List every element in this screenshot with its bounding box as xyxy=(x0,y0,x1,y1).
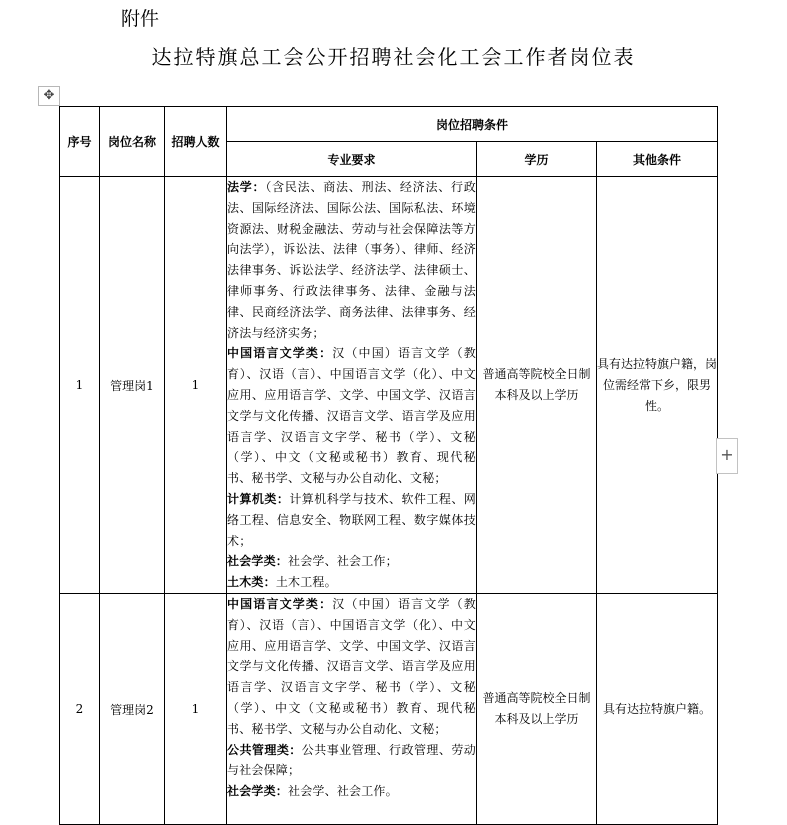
row-count: 1 xyxy=(165,177,227,594)
major-list: 汉（中国）语言文学（教育）、汉语（言）、中国语言文学（化）、中文应用、应用语言学、文学、中国文学、汉语言文学与文化传播、汉语言文学、语言学及应用语言学、汉语言文字学、秘书（学）、文秘（学）、中文（文秘或秘书）教育、现代秘书、秘书学、文秘与办公自动化、文秘； xyxy=(227,346,476,486)
row-position: 管理岗2 xyxy=(100,594,165,825)
header-position: 岗位名称 xyxy=(100,107,165,177)
row-count: 1 xyxy=(165,594,227,825)
row-other-conditions: 具有达拉特旗户籍。 xyxy=(597,594,718,825)
header-other: 其他条件 xyxy=(597,142,718,177)
major-category: 中国语言文学类： xyxy=(227,597,333,611)
major-list: （含民法、商法、刑法、经济法、行政法、国际经济法、国际公法、国际私法、环境资源法、财税金融法、劳动与社会保障法等方向法学），诉讼法、法律（事务）、律师、经济法律事务、诉讼法学、经济法学、法律硕士、律师事务、行政法律事务、法律、金融与法律、民商经济法学、商务法律、法律事务、经济法与经济实务； xyxy=(227,180,476,340)
major-category: 社会学类： xyxy=(227,784,289,799)
major-list: 社会学、社会工作； xyxy=(288,554,398,569)
header-seq: 序号 xyxy=(60,107,100,177)
header-education: 学历 xyxy=(477,142,597,177)
major-category: 中国语言文学类： xyxy=(227,346,333,361)
major-category: 社会学类： xyxy=(227,554,289,569)
row-other-conditions: 具有达拉特旗户籍，岗位需经常下乡，限男性。 xyxy=(597,177,718,594)
document-title: 达拉特旗总工会公开招聘社会化工会工作者岗位表 xyxy=(151,45,636,69)
row-position: 管理岗1 xyxy=(100,177,165,594)
header-major: 专业要求 xyxy=(227,142,477,177)
move-icon: ✥ xyxy=(43,88,55,103)
major-category: 公共管理类： xyxy=(227,742,302,757)
major-list: 公共事业管理、行政管理、劳动与社会保障； xyxy=(227,742,476,778)
header-conditions: 岗位招聘条件 xyxy=(227,107,718,142)
major-category: 法学： xyxy=(227,180,266,194)
major-category: 计算机类： xyxy=(227,491,290,506)
header-row xyxy=(60,107,718,142)
plus-icon: + xyxy=(720,445,734,464)
row-education: 普通高等院校全日制本科及以上学历 xyxy=(477,594,597,825)
row-seq: 2 xyxy=(60,594,100,825)
row-major-requirements xyxy=(227,594,477,825)
major-list: 土木工程。 xyxy=(275,575,337,590)
add-column-button[interactable] xyxy=(716,438,738,474)
major-list: 社会学、社会工作。 xyxy=(288,784,398,799)
row-major-requirements xyxy=(227,177,477,594)
table-row xyxy=(60,594,718,825)
table-row xyxy=(60,177,718,594)
attachment-label: 附件 xyxy=(121,8,160,30)
job-positions-table xyxy=(59,106,718,825)
major-list: 计算机科学与技术、软件工程、网络工程、信息安全、物联网工程、数字媒体技术； xyxy=(227,491,476,548)
header-count: 招聘人数 xyxy=(165,107,227,177)
major-list: 汉（中国）语言文学（教育）、汉语（言）、中国语言文学（化）、中文应用、应用语言学、文学、中国文学、汉语言文学与文化传播、汉语言文学、语言学及应用语言学、汉语言文字学、秘书（学）、文秘（学）、中文（文秘或秘书）教育、现代秘书、秘书学、文秘与办公自动化、文秘； xyxy=(227,597,476,736)
table-move-handle[interactable] xyxy=(38,86,60,106)
row-seq: 1 xyxy=(60,177,100,594)
major-category: 土木类： xyxy=(227,575,276,590)
row-education: 普通高等院校全日制本科及以上学历 xyxy=(477,177,597,594)
